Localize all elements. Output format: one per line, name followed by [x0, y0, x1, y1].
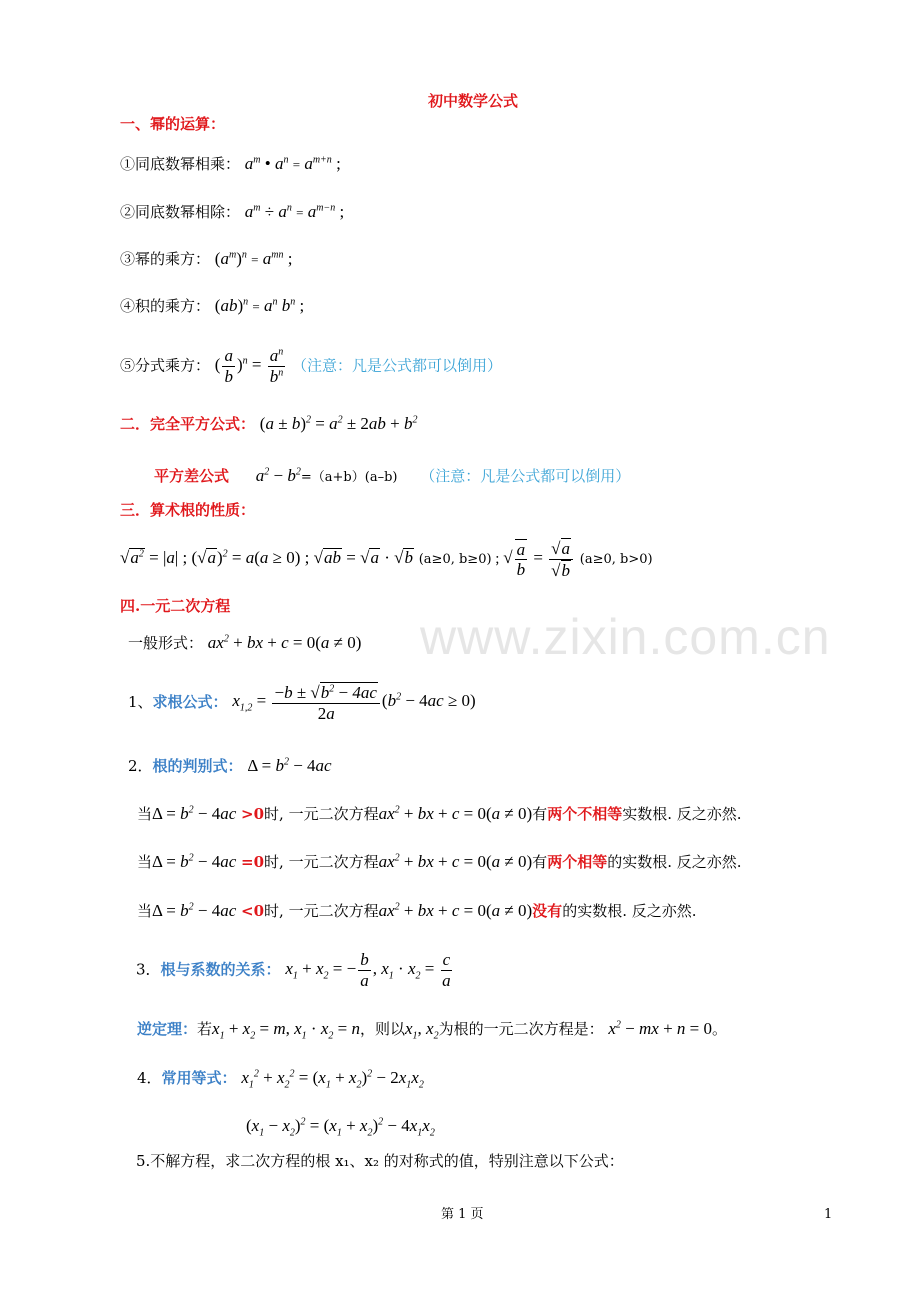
radical-cond-1: (a≥0, b≥0) — [418, 551, 492, 567]
vieta-label: 根与系数的关系： — [160, 960, 281, 979]
discriminant-label: 根的判别式： — [152, 757, 243, 775]
case-positive-prefix: 当 — [137, 805, 153, 823]
quadratic-formula-expression: $x_{1,2}$ = $\frac{-b \pm √b^2 - 4ac}{2a}$ $(b^2 - 4ac \ge 0)$ — [232, 683, 476, 723]
case-negative-result: 没有 — [532, 902, 563, 920]
case-positive-disc: $\Delta = b^2 - 4ac$ — [152, 804, 237, 823]
vieta-number: 3． — [136, 960, 161, 979]
identity-number: 4． — [137, 1069, 162, 1087]
rule-3-label: ③幂的乘方： — [120, 250, 211, 268]
rule-4 — [120, 297, 304, 314]
section-2-heading: 二．完全平方公式： — [120, 415, 256, 433]
rule-3-formula: $(a^m)^n = a^{mn}$ ; — [214, 249, 293, 268]
diff-squares-label: 平方差公式 — [154, 467, 230, 485]
quadratic-formula-label: 求根公式： — [152, 692, 228, 711]
item-5: 5.不解方程，求二次方程的根 x₁、x₂ 的对称式的值，特别注意以下公式： — [136, 1152, 624, 1170]
case-zero-have: 有 — [532, 853, 548, 871]
case-positive — [137, 805, 742, 822]
section-3-heading: 三．算术根的性质： — [120, 501, 256, 519]
identity-formula-2: $(x_1 - x_2)^2 = (x_1 + x_2)^2 - 4x_1x_2$ — [246, 1116, 435, 1139]
discriminant-formula: $\Delta = b^2 - 4ac$ — [247, 756, 332, 775]
discriminant-number: 2． — [128, 757, 153, 775]
general-form-equation: $ax^2$ + bx + c = 0(a ≠ 0) — [207, 633, 362, 652]
case-zero-op: =0 — [241, 853, 265, 871]
case-negative-eq: $ax^2$ + bx + c = 0(a ≠ 0) — [378, 901, 533, 920]
vieta-formula: $x_1 + x_2$ = − $\frac{b}{a}$ , $x_1 \cdot x_2$ = $\frac{c}{a}$ — [285, 950, 451, 990]
section-1-heading: 一、幂的运算： — [120, 115, 226, 133]
converse-text-1: 若 — [197, 1020, 213, 1038]
radical-cond-2: (a≥0, b>0) — [579, 551, 653, 567]
converse-condition: $x_1 + x_2 = m$, $x_1 \cdot x_2 = n$ — [212, 1019, 360, 1042]
watermark: www.zixin.com.cn — [420, 609, 831, 665]
rule-1-label: ①同底数幂相乘： — [120, 155, 241, 173]
case-negative-disc: $\Delta = b^2 - 4ac$ — [152, 901, 237, 920]
diff-squares-rhs: =（a+b）(a–b) — [300, 470, 398, 485]
case-zero-disc: $\Delta = b^2 - 4ac$ — [152, 852, 237, 871]
rule-2-label: ②同底数幂相除： — [120, 203, 241, 221]
radical-rule-1: $√a^2 = |a|$ ; $(√a)^2 = a(a \ge 0)$ ; √ab = √a · √b — [120, 547, 413, 567]
rule-5 — [120, 346, 502, 386]
radical-rule-4: √ $\frac{a}{b}$ = $\frac{√a}{√b}$ — [503, 548, 575, 567]
page-label: 第 1 页 — [441, 1207, 484, 1222]
rule-5-note: （注意：凡是公式都可以倒用） — [292, 356, 503, 375]
section-4-heading: 四.一元二次方程 — [120, 597, 231, 615]
page-number: 1 — [824, 1207, 833, 1222]
converse-text-3: 为根的一元二次方程是： — [438, 1020, 604, 1038]
case-positive-op: >0 — [241, 805, 265, 823]
case-zero-result: 两个相等 — [547, 853, 608, 871]
rule-5-formula: ( $\frac{a}{b}$ )$^n$ = $\frac{a^n}{b^n}$ — [214, 346, 284, 386]
case-negative — [137, 902, 697, 919]
identity-2 — [246, 1116, 435, 1139]
converse-equation: $x^2$ − mx + n = 0 — [608, 1019, 713, 1038]
case-negative-op: <0 — [241, 902, 265, 920]
case-zero — [137, 853, 742, 870]
quadratic-formula-number: 1、 — [128, 692, 153, 711]
case-positive-result: 两个不相等 — [547, 805, 623, 823]
case-zero-mid: 时, 一元二次方程 — [264, 853, 379, 871]
identity-label: 常用等式： — [161, 1069, 237, 1087]
case-zero-eq: $ax^2$ + bx + c = 0(a ≠ 0) — [378, 852, 533, 871]
identity-formula-1: $x_1^2 + x_2^2 = (x_1 + x_2)^2 - 2x_1x_2$ — [241, 1068, 424, 1091]
rule-1-formula: $a^m$ • $a^n = a^{m+n}$ ; — [244, 154, 341, 173]
diff-squares-lhs: $a^2 - b^2$ — [255, 466, 301, 485]
case-positive-mid: 时, 一元二次方程 — [264, 805, 379, 823]
section-2 — [120, 415, 418, 432]
converse-end: 。 — [712, 1020, 728, 1038]
perfect-square-formula: $(a \pm b)^2 = a^2 \pm 2ab + b^2$ — [259, 414, 418, 433]
case-zero-end: 的实数根. 反之亦然. — [607, 853, 742, 871]
rule-4-label: ④积的乘方： — [120, 297, 211, 315]
quadratic-formula — [128, 682, 476, 723]
general-form-label: 一般形式： — [128, 634, 204, 652]
case-positive-eq: $ax^2$ + bx + c = 0(a ≠ 0) — [378, 804, 533, 823]
converse-roots: $x_1$, $x_2$ — [404, 1019, 439, 1042]
page-title: 初中数学公式 — [428, 92, 519, 110]
converse-label: 逆定理： — [137, 1020, 198, 1038]
discriminant — [128, 757, 332, 774]
rule-2-formula: $a^m \div a^n = a^{m-n}$ ; — [244, 202, 345, 221]
case-negative-mid: 时, 一元二次方程 — [264, 902, 379, 920]
radical-properties: $√a^2 = |a|$ ; $(√a)^2 = a(a \ge 0)$ ; √ab = √a · √b (a≥0, b≥0) ; √ $\frac{a}{b}$ = $\frac{√a}{√b}$ (a≥0, b>0) — [120, 539, 653, 580]
rule-3 — [120, 250, 292, 267]
converse-theorem — [137, 1019, 728, 1042]
case-negative-prefix: 当 — [137, 902, 153, 920]
diff-squares-note: （注意：凡是公式都可以倒用） — [420, 467, 631, 485]
rule-4-formula: $(ab)^n = a^n$ $b^n$ ; — [214, 296, 305, 315]
converse-text-2: ，则以 — [359, 1020, 405, 1038]
difference-of-squares — [154, 467, 630, 484]
general-form — [128, 634, 361, 651]
case-positive-have: 有 — [532, 805, 548, 823]
rule-2 — [120, 203, 344, 220]
rule-5-label: ⑤分式乘方： — [120, 356, 211, 375]
case-negative-end: 的实数根. 反之亦然. — [562, 902, 697, 920]
rule-1 — [120, 155, 341, 172]
vieta — [136, 950, 454, 990]
common-identity — [137, 1068, 424, 1091]
case-positive-end: 实数根. 反之亦然. — [622, 805, 742, 823]
case-zero-prefix: 当 — [137, 853, 153, 871]
